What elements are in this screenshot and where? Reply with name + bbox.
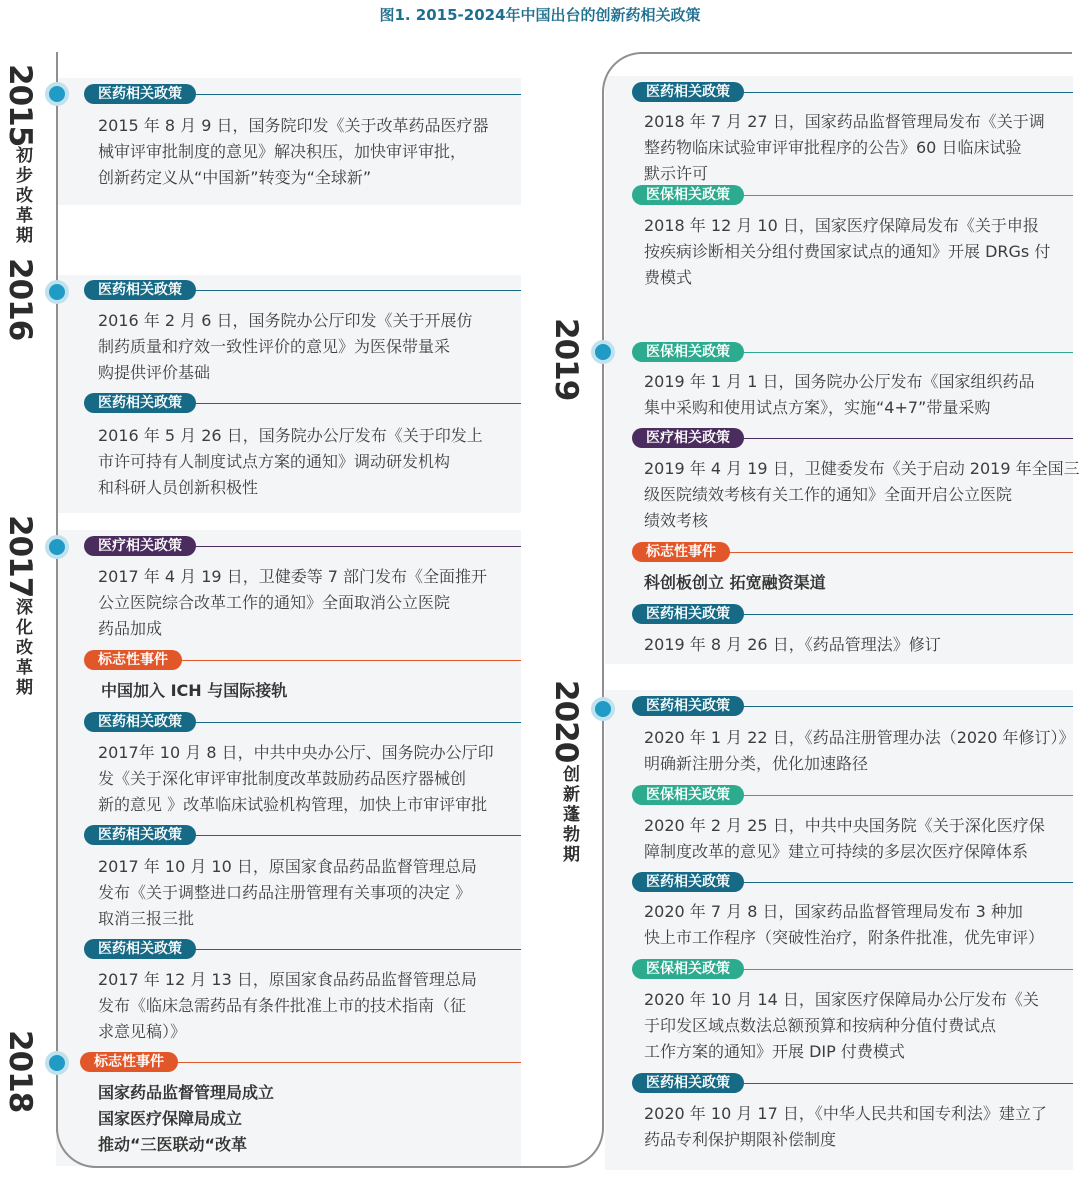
policy-text: 2016 年 2 月 6 日，国务院办公厅印发《关于开展仿 制药质量和疗效一致性评价的意见》为医保带量采 购提供评价基础 (98, 311, 473, 382)
rule (700, 969, 1073, 970)
year-2018: 2018 (2, 1030, 38, 1113)
rule (150, 722, 521, 723)
tag-pharma-policy: 医药相关政策 (632, 872, 744, 892)
timeline-dot-2018 (45, 1051, 69, 1075)
milestone-text: 科创板创立 拓宽融资渠道 (644, 573, 826, 592)
timeline-dot-2020 (591, 697, 615, 721)
rule (150, 1062, 521, 1063)
timeline-dot-2019 (591, 340, 615, 364)
policy-text: 2015 年 8 月 9 日，国务院印发《关于改革药品医疗器 械审评审批制度的意见》解决积压，加快审评审批， 创新药定义从“中国新”转变为“全球新” (98, 116, 489, 187)
policy-text: 2017 年 10 月 10 日，原国家食品药品监督管理总局 发布《关于调整进口药品注册管理有关事项的决定 》 取消三报三批 (98, 857, 477, 928)
rule (150, 290, 521, 291)
tag-insurance-policy: 医保相关政策 (632, 185, 744, 205)
tag-medical-policy: 医疗相关政策 (632, 428, 744, 448)
policy-text: 2018 年 12 月 10 日，国家医疗保障局发布《关于申报 按疾病诊断相关分组付费国家试点的通知》开展 DRGs 付 费模式 (644, 216, 1051, 287)
policy-text: 2017 年 12 月 13 日，原国家食品药品监督管理总局 发布《临床急需药品有条件批准上市的技术指南（征 求意见稿）》 (98, 970, 477, 1041)
year-2015: 2015 (2, 64, 38, 147)
rule (700, 195, 1073, 196)
rule (150, 94, 521, 95)
tag-pharma-policy: 医药相关政策 (84, 393, 196, 413)
tag-pharma-policy: 医药相关政策 (632, 82, 744, 102)
tag-pharma-policy: 医药相关政策 (84, 825, 196, 845)
tag-milestone: 标志性事件 (80, 1052, 178, 1072)
policy-text: 2020 年 10 月 14 日，国家医疗保障局办公厅发布《关 于印发区域点数法总额预算和按病种分值付费试点 工作方案的通知》开展 DIP 付费模式 (644, 990, 1039, 1061)
rule (150, 835, 521, 836)
rule (700, 706, 1073, 707)
policy-text: 2020 年 2 月 25 日，中共中央国务院《关于深化医疗保 障制度改革的意见》建立可持续的多层次医疗保障体系 (644, 816, 1045, 861)
period-flourishing: 创新蓬勃期 (559, 765, 579, 865)
rule (150, 949, 521, 950)
tag-pharma-policy: 医药相关政策 (84, 84, 196, 104)
year-2016: 2016 (2, 258, 38, 341)
milestone-text: 中国加入 ICH 与国际接轨 (101, 681, 288, 700)
period-deepening: 深化改革期 (12, 598, 32, 698)
rule (700, 1083, 1073, 1084)
tag-pharma-policy: 医药相关政策 (84, 712, 196, 732)
figure-title: 图1. 2015-2024年中国出台的创新药相关政策 (379, 6, 701, 24)
period-initial: 初步改革期 (12, 146, 32, 246)
rule (700, 438, 1073, 439)
rule (150, 546, 521, 547)
timeline-left (56, 52, 58, 1132)
rule (150, 403, 521, 404)
rule (150, 660, 521, 661)
policy-text: 2019 年 8 月 26 日，《药品管理法》修订 (644, 635, 941, 654)
timeline-right (602, 110, 604, 1070)
policy-text: 2018 年 7 月 27 日，国家药品监督管理局发布《关于调 整药物临床试验审评审批程序的公告》60 日临床试验 默示许可 (644, 112, 1045, 183)
timeline-dot-2017 (45, 535, 69, 559)
tag-insurance-policy: 医保相关政策 (632, 785, 744, 805)
policy-text: 2019 年 4 月 19 日，卫健委发布《关于启动 2019 年全国三 级医院绩效考核有关工作的通知》全面开启公立医院 绩效考核 (644, 459, 1080, 530)
tag-pharma-policy: 医药相关政策 (632, 604, 744, 624)
tag-insurance-policy: 医保相关政策 (632, 342, 744, 362)
tag-milestone: 标志性事件 (632, 542, 730, 562)
tag-pharma-policy: 医药相关政策 (632, 1073, 744, 1093)
year-2019: 2019 (548, 318, 584, 401)
policy-text: 2016 年 5 月 26 日，国务院办公厅发布《关于印发上 市许可持有人制度试点方案的通知》调动研发机构 和科研人员创新积极性 (98, 426, 483, 497)
rule (700, 352, 1073, 353)
year-2017: 2017 (2, 515, 38, 598)
rule (700, 795, 1073, 796)
policy-text: 2020 年 7 月 8 日，国家药品监督管理局发布 3 种加 快上市工作程序（突破性治疗，附条件批准，优先审评） (644, 902, 1045, 947)
rule (700, 882, 1073, 883)
tag-medical-policy: 医疗相关政策 (84, 536, 196, 556)
rule (700, 614, 1073, 615)
policy-text: 2020 年 1 月 22 日，《药品注册管理办法（2020 年修订）》 明确新注册分类，优化加速路径 (644, 728, 1075, 773)
rule (700, 552, 1073, 553)
timeline-dot-2015 (45, 82, 69, 106)
year-2020: 2020 (548, 680, 584, 763)
rule (700, 92, 1073, 93)
tag-milestone: 标志性事件 (84, 650, 182, 670)
tag-insurance-policy: 医保相关政策 (632, 959, 744, 979)
tag-pharma-policy: 医药相关政策 (632, 696, 744, 716)
policy-text: 2017年 10 月 8 日，中共中央办公厅、国务院办公厅印 发《关于深化审评审批制度改革鼓励药品医疗器械创 新的意见 》改革临床试验机构管理，加快上市审评审批 (98, 743, 494, 814)
policy-text: 2020 年 10 月 17 日，《中华人民共和国专利法》建立了 药品专利保护期限补偿制度 (644, 1104, 1047, 1149)
tag-pharma-policy: 医药相关政策 (84, 280, 196, 300)
milestone-text: 国家药品监督管理局成立 国家医疗保障局成立 推动“三医联动“改革 (98, 1083, 275, 1154)
timeline-dot-2016 (45, 280, 69, 304)
policy-text: 2019 年 1 月 1 日，国务院办公厅发布《国家组织药品 集中采购和使用试点方案》，实施“4+7”带量采购 (644, 372, 1035, 417)
tag-pharma-policy: 医药相关政策 (84, 939, 196, 959)
policy-text: 2017 年 4 月 19 日，卫健委等 7 部门发布《全面推开 公立医院综合改革工作的通知》全面取消公立医院 药品加成 (98, 567, 488, 638)
